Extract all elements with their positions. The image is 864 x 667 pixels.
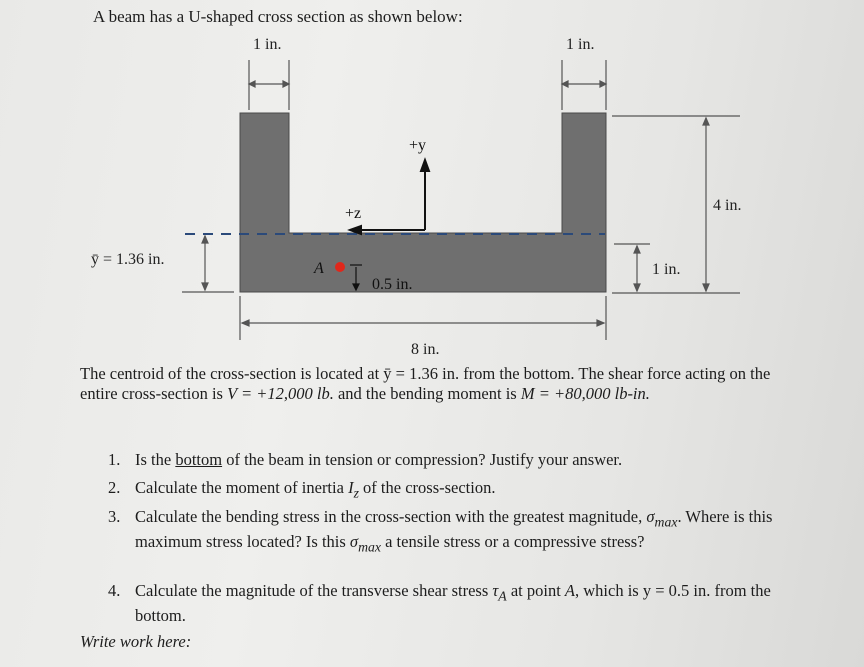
- para-part2: and the bending moment is: [333, 384, 521, 403]
- width-label: 8 in.: [411, 341, 440, 358]
- q1-text-c: of the beam in tension or compression? Justify your answer.: [222, 450, 623, 469]
- left-flange-label: 1 in.: [253, 36, 282, 53]
- q3-text-g: a tensile stress or a compressive stress?: [380, 532, 645, 552]
- web-dimension: [614, 244, 650, 291]
- question-number: 1.: [108, 450, 121, 469]
- q2-text-d: of the cross-section.: [358, 478, 496, 497]
- q4-text-a: Calculate the magnitude of the transverse shear stress: [135, 581, 493, 600]
- q4-point: A: [564, 581, 575, 600]
- q4-text-d: at point: [506, 581, 565, 600]
- right-flange-dimension: [562, 60, 606, 110]
- question-number: 3.: [108, 507, 121, 526]
- q1-underlined: bottom: [175, 450, 223, 469]
- left-flange-dimension: [249, 60, 289, 110]
- q3-symbol-2: σ: [349, 532, 359, 552]
- problem-paragraph: [80, 364, 780, 404]
- q3-subscript: max: [654, 514, 678, 530]
- q1-text-a: Is the: [135, 450, 176, 469]
- q3-subscript-2: max: [358, 539, 381, 555]
- point-a-label: A: [314, 260, 324, 277]
- para-moment: M = +80,000 lb-in.: [520, 384, 650, 403]
- q3-text-a: Calculate the bending stress in the cross-section with the greatest magnitude,: [135, 507, 647, 526]
- q3-symbol: σ: [646, 507, 655, 526]
- para-part1: The centroid of the cross-section is located at ȳ = 1.36 in. from the bottom. The shear force acting on the entire cross-section is: [80, 364, 771, 403]
- intro-text: A beam has a U-shaped cross section as shown below:: [93, 7, 463, 26]
- right-flange-label: 1 in.: [566, 36, 595, 53]
- point-a-marker: [335, 262, 345, 272]
- point-a-dim-label: 0.5 in.: [372, 276, 413, 293]
- y-axis-arrow: [421, 160, 429, 230]
- q2-text-a: Calculate the moment of inertia: [135, 478, 349, 497]
- q4-text-f: , which is y = 0.5 in. from the bottom.: [135, 581, 771, 626]
- q2-subscript: z: [353, 485, 359, 501]
- height-label: 4 in.: [713, 197, 742, 214]
- write-work-here: Write work here:: [80, 632, 192, 651]
- web-label: 1 in.: [652, 261, 681, 278]
- q4-subscript: A: [498, 588, 507, 604]
- y-axis-label: +y: [409, 137, 427, 154]
- width-dimension: [240, 296, 606, 340]
- para-shear: V = +12,000 lb.: [227, 384, 334, 403]
- question-number: 2.: [108, 478, 121, 497]
- q3-text-d: . Where is this maximum stress located? Is this: [135, 507, 773, 552]
- ybar-label: ȳ = 1.36 in.: [91, 251, 165, 268]
- question-number: 4.: [108, 581, 121, 600]
- ybar-dimension: [182, 236, 234, 292]
- z-axis-label: +z: [345, 205, 362, 222]
- q4-symbol: τ: [492, 581, 499, 600]
- q2-symbol: I: [348, 478, 354, 497]
